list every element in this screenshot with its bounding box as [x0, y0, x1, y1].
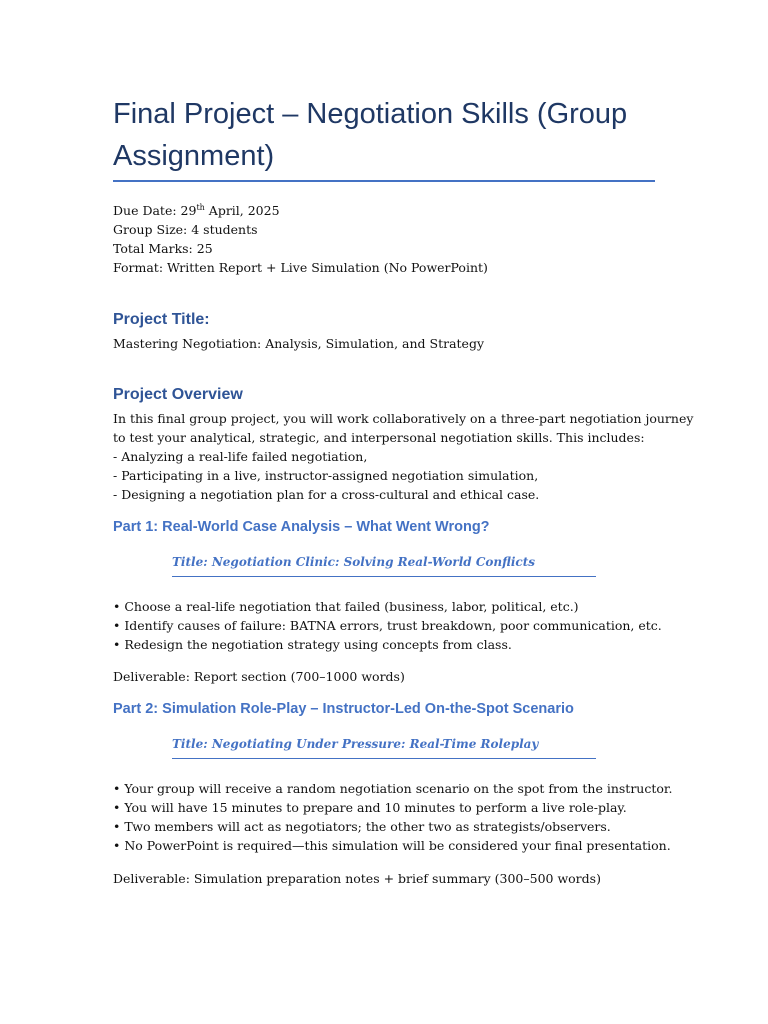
list-item: • Your group will receive a random negotiation scenario on the spot from the instructor.	[113, 781, 673, 796]
overview-text	[113, 409, 694, 504]
project-meta	[113, 201, 488, 277]
part1-subtitle: Title: Negotiation Clinic: Solving Real-World Conflicts	[172, 555, 536, 569]
list-item: • Choose a real-life negotiation that failed (business, labor, political, etc.)	[113, 599, 579, 614]
overview-line: - Participating in a live, instructor-assigned negotiation simulation,	[113, 468, 539, 483]
format: Format: Written Report + Live Simulation (No PowerPoint)	[113, 260, 488, 275]
part1-bullets	[113, 597, 673, 654]
overview-heading: Project Overview	[113, 386, 243, 403]
list-item: • Two members will act as negotiators; the other two as strategists/observers.	[113, 819, 611, 834]
part2-bullets	[113, 779, 673, 855]
part1-subtitle-rule	[172, 576, 596, 577]
overview-line: In this final group project, you will work collaboratively on a three-part negotiation journey	[113, 411, 694, 426]
title-divider	[113, 180, 655, 182]
project-title-text	[113, 334, 673, 353]
part2-heading: Part 2: Simulation Role-Play – Instructor-Led On-the-Spot Scenario	[113, 701, 574, 717]
part2-deliverable	[113, 869, 673, 888]
list-item: • Redesign the negotiation strategy using concepts from class.	[113, 637, 512, 652]
list-item: • Identify causes of failure: BATNA errors, trust breakdown, poor communication, etc.	[113, 618, 662, 633]
project-title-heading: Project Title:	[113, 311, 210, 328]
page-title: Final Project – Negotiation Skills (Group Assignment)	[113, 98, 628, 172]
overview-line: - Designing a negotiation plan for a cross-cultural and ethical case.	[113, 487, 540, 502]
part2-subtitle: Title: Negotiating Under Pressure: Real-Time Roleplay	[172, 737, 539, 751]
due-date-text: Due Date: 29	[113, 203, 197, 218]
overview-line: to test your analytical, strategic, and interpersonal negotiation skills. This includes:	[113, 430, 645, 445]
list-item: • No PowerPoint is required—this simulation will be considered your final presentation.	[113, 838, 671, 853]
part1-heading: Part 1: Real-World Case Analysis – What Went Wrong?	[113, 519, 490, 535]
due-date-ordinal: th	[196, 202, 205, 212]
part2-deliverable-text: Deliverable: Simulation preparation notes + brief summary (300–500 words)	[113, 871, 601, 886]
total-marks: Total Marks: 25	[113, 241, 213, 256]
part1-deliverable-text: Deliverable: Report section (700–1000 words)	[113, 669, 405, 684]
list-item: • You will have 15 minutes to prepare and 10 minutes to perform a live role-play.	[113, 800, 627, 815]
due-date	[113, 201, 488, 220]
group-size: Group Size: 4 students	[113, 222, 258, 237]
part2-subtitle-rule	[172, 758, 596, 759]
project-title-value: Mastering Negotiation: Analysis, Simulation, and Strategy	[113, 336, 485, 351]
part1-deliverable	[113, 667, 673, 686]
overview-line: - Analyzing a real-life failed negotiation,	[113, 449, 368, 464]
due-date-rest: April, 2025	[204, 203, 280, 218]
